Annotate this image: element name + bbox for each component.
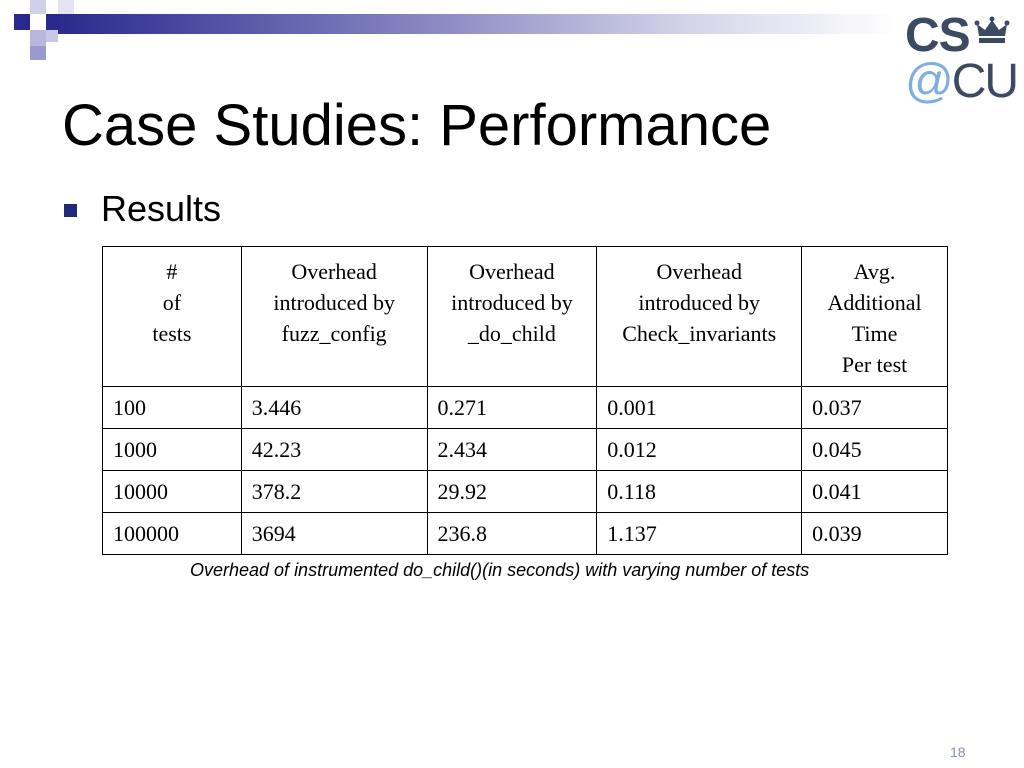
table-cell: 0.045 xyxy=(802,429,948,471)
header-decoration xyxy=(0,0,1024,60)
logo-at-sign: @ xyxy=(905,55,952,108)
header-do-child: Overhead introduced by _do_child xyxy=(427,247,597,387)
table-cell: 0.001 xyxy=(597,387,802,429)
table-row xyxy=(103,513,948,555)
table-cell: 1000 xyxy=(103,429,242,471)
deco-square xyxy=(14,14,30,30)
table-cell: 100000 xyxy=(103,513,242,555)
table-row xyxy=(103,387,948,429)
header-fuzz-config: Overhead introduced by fuzz_config xyxy=(241,247,427,387)
table-cell: 0.012 xyxy=(597,429,802,471)
deco-square xyxy=(46,30,58,42)
logo-cu-text xyxy=(905,54,1017,109)
table-row xyxy=(103,429,948,471)
table-cell: 0.039 xyxy=(802,513,948,555)
table-cell: 0.037 xyxy=(802,387,948,429)
table-cell: 378.2 xyxy=(241,471,427,513)
table-cell: 0.041 xyxy=(802,471,948,513)
bullet-text: Results xyxy=(101,188,222,229)
bullet-square-icon xyxy=(64,204,77,217)
table-cell: 2.434 xyxy=(427,429,597,471)
header-num-tests: # of tests xyxy=(103,247,242,387)
header-check-invariants: Overhead introduced by Check_invariants xyxy=(597,247,802,387)
table-cell: 0.118 xyxy=(597,471,802,513)
logo-cu-letters: CU xyxy=(951,55,1018,108)
table-caption: Overhead of instrumented do_child()(in seconds) with varying number of tests xyxy=(190,560,810,580)
table-cell: 1.137 xyxy=(597,513,802,555)
deco-square xyxy=(30,46,46,60)
header-avg-time: Avg. Additional Time Per test xyxy=(802,247,948,387)
table-cell: 3.446 xyxy=(241,387,427,429)
page-number: 18 xyxy=(950,744,966,760)
slide-title: Case Studies: Performance xyxy=(62,93,772,158)
crown-icon xyxy=(973,16,1011,50)
table-header-row xyxy=(103,247,948,387)
deco-square xyxy=(30,0,46,14)
table-cell: 236.8 xyxy=(427,513,597,555)
results-table xyxy=(102,246,948,555)
deco-square xyxy=(58,0,74,14)
table-cell: 10000 xyxy=(103,471,242,513)
table-cell: 100 xyxy=(103,387,242,429)
deco-square xyxy=(30,30,46,46)
table-row xyxy=(103,471,948,513)
table-cell: 42.23 xyxy=(241,429,427,471)
table-cell: 29.92 xyxy=(427,471,597,513)
cs-cu-logo xyxy=(905,9,1018,108)
table-cell: 0.271 xyxy=(427,387,597,429)
header-gradient-bar xyxy=(58,14,900,34)
table-cell: 3694 xyxy=(241,513,427,555)
logo-cs-text: CS xyxy=(905,9,970,62)
deco-square xyxy=(46,14,58,30)
